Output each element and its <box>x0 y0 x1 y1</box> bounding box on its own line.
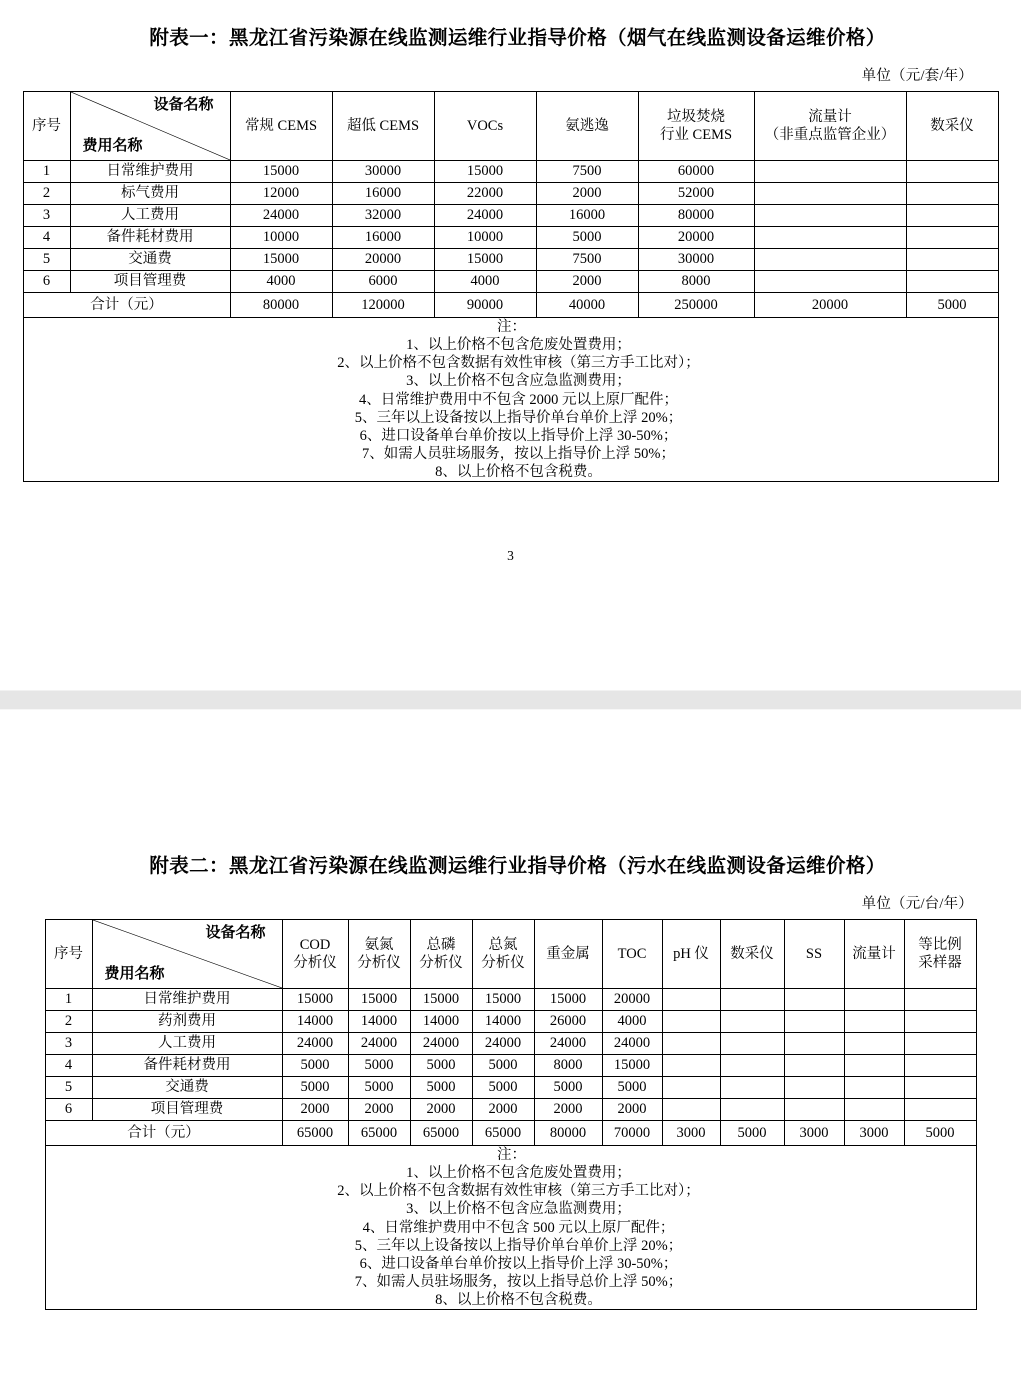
row-value-cell: 52000 <box>638 183 754 205</box>
table2-header-col-10-line2: 采样器 <box>918 955 962 971</box>
table1-header-col-0-line1: 常规 CEMS <box>244 117 318 134</box>
row-value-cell <box>754 249 906 271</box>
row-value-cell <box>904 1077 976 1099</box>
table2-header-col-10 <box>904 920 976 989</box>
table2-header-col-7-line1: 数采仪 <box>730 945 774 962</box>
note-item: 3、以上价格不包含应急监测费用； <box>406 373 631 390</box>
row-value-cell: 22000 <box>434 183 536 205</box>
row-value-cell <box>784 1033 844 1055</box>
table2-header-col-3-line1: 总氮 <box>488 936 518 953</box>
table2-total-value-6: 3000 <box>662 1121 720 1146</box>
row-index-cell: 3 <box>45 1033 92 1055</box>
row-value-cell: 10000 <box>230 227 332 249</box>
row-index-cell: 3 <box>23 205 70 227</box>
row-value-cell: 5000 <box>348 1055 410 1077</box>
table2-header-col-0-line1: COD <box>299 936 331 953</box>
row-value-cell <box>720 1055 784 1077</box>
row-index-cell: 1 <box>23 161 70 183</box>
row-value-cell: 15000 <box>230 161 332 183</box>
row-value-cell: 2000 <box>348 1099 410 1121</box>
row-value-cell: 14000 <box>348 1011 410 1033</box>
row-value-cell: 15000 <box>602 1055 662 1077</box>
table1-header-col-6 <box>906 92 998 161</box>
table2-total-value-2: 65000 <box>410 1121 472 1146</box>
table1-unit-label: 单位（元/套/年） <box>861 68 973 84</box>
table2-header-col-8-line1: SS <box>805 945 823 962</box>
note-item: 7、如需人员驻场服务，按以上指导总价上浮 50%； <box>354 1273 683 1290</box>
row-value-cell: 5000 <box>534 1077 602 1099</box>
note-item: 5、三年以上设备按以上指导价单台单价上浮 20%； <box>354 409 683 426</box>
table1-notes-cell <box>23 318 998 482</box>
table-row <box>23 161 998 183</box>
row-name-cell: 人工费用 <box>92 1033 282 1055</box>
row-name-cell: 交通费 <box>92 1077 282 1099</box>
row-value-cell <box>784 1011 844 1033</box>
table-row <box>23 249 998 271</box>
note-item: 2、以上价格不包含数据有效性审核（第三方手工比对）； <box>337 355 700 372</box>
row-value-cell: 15000 <box>434 161 536 183</box>
table-row <box>45 1099 976 1121</box>
table2-header-corner-cell <box>92 920 282 989</box>
table2-notes-row <box>45 1146 976 1310</box>
table2-header-col-2-line2: 分析仪 <box>419 955 463 971</box>
row-value-cell: 5000 <box>602 1077 662 1099</box>
table1-total-value-3: 40000 <box>536 293 638 318</box>
table1-header-col-4 <box>638 92 754 161</box>
table1-header-col-2 <box>434 92 536 161</box>
row-value-cell: 15000 <box>472 989 534 1011</box>
table2-total-value-5: 70000 <box>602 1121 662 1146</box>
note-item: 7、如需人员驻场服务，按以上指导价上浮 50%； <box>362 445 675 462</box>
row-index-cell: 2 <box>45 1011 92 1033</box>
table2-total-value-8: 3000 <box>784 1121 844 1146</box>
row-value-cell <box>906 227 998 249</box>
table2-header-col-3-line2: 分析仪 <box>481 955 525 971</box>
row-value-cell: 2000 <box>534 1099 602 1121</box>
row-value-cell: 16000 <box>536 205 638 227</box>
note-item: 4、日常维护费用中不包含 2000 元以上原厂配件； <box>359 391 678 408</box>
row-value-cell: 32000 <box>332 205 434 227</box>
row-value-cell: 14000 <box>282 1011 348 1033</box>
table2-header-col-3 <box>472 920 534 989</box>
table-row <box>23 227 998 249</box>
row-value-cell <box>754 205 906 227</box>
row-value-cell: 7500 <box>536 249 638 271</box>
row-value-cell: 5000 <box>282 1055 348 1077</box>
table1-header-corner-cell <box>70 92 230 161</box>
table2-header-col-0-line2: 分析仪 <box>293 955 337 971</box>
document-page-2 <box>0 710 1021 1383</box>
table2-corner-top-label: 设备名称 <box>205 925 266 941</box>
row-value-cell: 8000 <box>534 1055 602 1077</box>
row-value-cell <box>844 1099 904 1121</box>
row-value-cell: 24000 <box>348 1033 410 1055</box>
row-value-cell: 20000 <box>602 989 662 1011</box>
row-value-cell: 14000 <box>410 1011 472 1033</box>
row-value-cell: 24000 <box>534 1033 602 1055</box>
note-item: 4、日常维护费用中不包含 500 元以上原厂配件； <box>362 1219 675 1236</box>
row-value-cell: 2000 <box>602 1099 662 1121</box>
table2-total-label: 合计（元） <box>45 1121 282 1146</box>
row-value-cell <box>662 989 720 1011</box>
table2-header-col-1-line1: 氨氮 <box>364 936 394 953</box>
table2-header-col-4-line1: 重金属 <box>546 945 590 962</box>
row-value-cell: 15000 <box>348 989 410 1011</box>
row-value-cell <box>784 1077 844 1099</box>
row-value-cell: 26000 <box>534 1011 602 1033</box>
table1-header-col-5-line2: （非重点监管企业） <box>764 127 896 143</box>
table2-header-col-0 <box>282 920 348 989</box>
row-value-cell: 16000 <box>332 227 434 249</box>
row-value-cell: 30000 <box>332 161 434 183</box>
row-value-cell: 24000 <box>230 205 332 227</box>
table1-title: 附表一：黑龙江省污染源在线监测运维行业指导价格（烟气在线监测设备运维价格） <box>149 28 886 49</box>
row-index-cell: 5 <box>23 249 70 271</box>
row-value-cell <box>844 1011 904 1033</box>
table2-notes-heading: 注： <box>497 1147 526 1163</box>
row-value-cell <box>906 205 998 227</box>
row-value-cell: 4000 <box>434 271 536 293</box>
table1-header-col-1 <box>332 92 434 161</box>
row-value-cell: 30000 <box>638 249 754 271</box>
row-value-cell: 60000 <box>638 161 754 183</box>
table-row <box>45 1055 976 1077</box>
row-name-cell: 标气费用 <box>70 183 230 205</box>
row-value-cell <box>904 1055 976 1077</box>
row-index-cell: 6 <box>45 1099 92 1121</box>
row-value-cell <box>784 1099 844 1121</box>
table1-total-value-5: 20000 <box>754 293 906 318</box>
row-value-cell: 5000 <box>410 1055 472 1077</box>
row-value-cell: 2000 <box>410 1099 472 1121</box>
row-value-cell <box>754 271 906 293</box>
row-name-cell: 备件耗材费用 <box>70 227 230 249</box>
row-value-cell: 24000 <box>472 1033 534 1055</box>
table1-header-row <box>23 92 998 161</box>
table2-header-col-2-line1: 总磷 <box>426 936 456 953</box>
note-item: 8、以上价格不包含税费。 <box>435 464 602 480</box>
row-value-cell <box>720 1099 784 1121</box>
table1-notes-row <box>23 318 998 482</box>
row-value-cell <box>784 1055 844 1077</box>
row-value-cell <box>784 989 844 1011</box>
table2-total-row <box>45 1121 976 1146</box>
row-value-cell <box>904 1033 976 1055</box>
table2-title: 附表二：黑龙江省污染源在线监测运维行业指导价格（污水在线监测设备运维价格） <box>149 856 886 877</box>
table2-header-row <box>45 920 976 989</box>
row-value-cell: 20000 <box>332 249 434 271</box>
table1-total-label: 合计（元） <box>23 293 230 318</box>
table2-total-value-1: 65000 <box>348 1121 410 1146</box>
row-value-cell <box>906 271 998 293</box>
table2-notes-cell <box>45 1146 976 1310</box>
row-name-cell: 日常维护费用 <box>92 989 282 1011</box>
table-row <box>45 1077 976 1099</box>
note-item: 5、三年以上设备按以上指导价单台单价上浮 20%； <box>354 1237 683 1254</box>
table2-header-col-6 <box>662 920 720 989</box>
row-value-cell <box>662 1055 720 1077</box>
table1-total-row <box>23 293 998 318</box>
row-value-cell: 15000 <box>282 989 348 1011</box>
table2-corner-bottom-label: 费用名称 <box>104 966 165 983</box>
table2-total-value-10: 5000 <box>904 1121 976 1146</box>
table2-header-col-9 <box>844 920 904 989</box>
table2-header-col-1-line2: 分析仪 <box>357 955 401 971</box>
table-row <box>23 205 998 227</box>
row-value-cell <box>844 989 904 1011</box>
row-value-cell <box>720 1033 784 1055</box>
table1-header-index: 序号 <box>23 92 70 161</box>
table2-wastewater-price-table <box>45 919 977 1310</box>
row-value-cell: 5000 <box>410 1077 472 1099</box>
row-index-cell: 5 <box>45 1077 92 1099</box>
table1-corner-top-label: 设备名称 <box>153 97 214 113</box>
table1-header-col-3 <box>536 92 638 161</box>
table1-total-value-6: 5000 <box>906 293 998 318</box>
table2-unit-label: 单位（元/台/年） <box>861 896 973 912</box>
row-value-cell: 5000 <box>472 1055 534 1077</box>
table1-total-value-4: 250000 <box>638 293 754 318</box>
row-value-cell: 15000 <box>230 249 332 271</box>
note-item: 1、以上价格不包含危废处置费用； <box>406 337 631 354</box>
table1-total-value-0: 80000 <box>230 293 332 318</box>
table1-header-col-0 <box>230 92 332 161</box>
row-value-cell <box>844 1055 904 1077</box>
row-value-cell <box>662 1077 720 1099</box>
note-item: 8、以上价格不包含税费。 <box>435 1292 602 1308</box>
row-value-cell: 5000 <box>282 1077 348 1099</box>
row-value-cell <box>906 183 998 205</box>
document-page-1 <box>0 0 1021 690</box>
row-value-cell: 24000 <box>410 1033 472 1055</box>
table1-smoke-price-table <box>23 91 999 482</box>
table1-total-value-1: 120000 <box>332 293 434 318</box>
row-index-cell: 4 <box>45 1055 92 1077</box>
row-value-cell <box>844 1033 904 1055</box>
table-row <box>45 989 976 1011</box>
table2-header-col-5 <box>602 920 662 989</box>
table1-notes-heading: 注： <box>497 319 526 335</box>
row-value-cell <box>904 989 976 1011</box>
note-item: 6、进口设备单台单价按以上指导价上浮 30-50%； <box>359 1255 678 1272</box>
row-value-cell <box>754 161 906 183</box>
row-value-cell <box>662 1099 720 1121</box>
row-index-cell: 6 <box>23 271 70 293</box>
row-name-cell: 项目管理费 <box>92 1099 282 1121</box>
table2-header-col-5-line1: TOC <box>617 945 647 962</box>
row-value-cell: 80000 <box>638 205 754 227</box>
note-item: 6、进口设备单台单价按以上指导价上浮 30-50%； <box>359 427 678 444</box>
table1-corner-bottom-label: 费用名称 <box>82 138 143 155</box>
row-value-cell: 7500 <box>536 161 638 183</box>
row-value-cell: 15000 <box>410 989 472 1011</box>
page-separator <box>0 690 1021 710</box>
row-value-cell <box>720 1077 784 1099</box>
table1-header-col-6-line1: 数采仪 <box>930 117 974 134</box>
table2-header-col-10-line1: 等比例 <box>918 936 962 953</box>
table2-total-value-9: 3000 <box>844 1121 904 1146</box>
table1-header-col-5 <box>754 92 906 161</box>
table-row <box>45 1011 976 1033</box>
page2-top-margin <box>0 710 1021 828</box>
row-name-cell: 备件耗材费用 <box>92 1055 282 1077</box>
row-value-cell <box>906 249 998 271</box>
table1-header-col-4-line2: 行业 CEMS <box>659 127 733 143</box>
row-value-cell: 5000 <box>472 1077 534 1099</box>
table1-total-value-2: 90000 <box>434 293 536 318</box>
table2-header-col-9-line1: 流量计 <box>852 945 896 962</box>
table2-header-index: 序号 <box>45 920 92 989</box>
table2-total-value-0: 65000 <box>282 1121 348 1146</box>
row-value-cell <box>904 1099 976 1121</box>
row-value-cell: 24000 <box>282 1033 348 1055</box>
row-name-cell: 人工费用 <box>70 205 230 227</box>
row-name-cell: 项目管理费 <box>70 271 230 293</box>
table1-header-col-5-line1: 流量计 <box>808 108 852 125</box>
table1-header-col-2-line1: VOCs <box>466 117 504 134</box>
row-value-cell: 10000 <box>434 227 536 249</box>
row-value-cell: 24000 <box>602 1033 662 1055</box>
table1-header-col-4-line1: 垃圾焚烧 <box>667 108 725 125</box>
row-index-cell: 1 <box>45 989 92 1011</box>
table-row <box>45 1033 976 1055</box>
row-value-cell: 2000 <box>472 1099 534 1121</box>
row-value-cell: 2000 <box>282 1099 348 1121</box>
row-value-cell <box>720 1011 784 1033</box>
row-value-cell: 16000 <box>332 183 434 205</box>
table2-header-col-1 <box>348 920 410 989</box>
table2-total-value-7: 5000 <box>720 1121 784 1146</box>
row-value-cell: 4000 <box>230 271 332 293</box>
table2-total-value-4: 80000 <box>534 1121 602 1146</box>
table1-header-col-1-line1: 超低 CEMS <box>346 117 420 134</box>
table2-header-col-7 <box>720 920 784 989</box>
row-value-cell <box>754 183 906 205</box>
table-row <box>23 183 998 205</box>
row-value-cell <box>906 161 998 183</box>
row-index-cell: 2 <box>23 183 70 205</box>
row-value-cell: 5000 <box>348 1077 410 1099</box>
page-number: 3 <box>507 548 514 564</box>
row-value-cell: 20000 <box>638 227 754 249</box>
row-value-cell <box>904 1011 976 1033</box>
table2-header-col-4 <box>534 920 602 989</box>
note-item: 1、以上价格不包含危废处置费用； <box>406 1165 631 1182</box>
row-value-cell <box>844 1077 904 1099</box>
row-value-cell: 2000 <box>536 271 638 293</box>
row-name-cell: 交通费 <box>70 249 230 271</box>
table1-header-col-3-line1: 氨逃逸 <box>565 117 609 134</box>
table2-total-value-3: 65000 <box>472 1121 534 1146</box>
row-name-cell: 药剂费用 <box>92 1011 282 1033</box>
table2-header-col-2 <box>410 920 472 989</box>
row-name-cell: 日常维护费用 <box>70 161 230 183</box>
note-item: 3、以上价格不包含应急监测费用； <box>406 1201 631 1218</box>
row-value-cell: 12000 <box>230 183 332 205</box>
row-value-cell <box>754 227 906 249</box>
row-value-cell: 4000 <box>602 1011 662 1033</box>
table2-header-col-8 <box>784 920 844 989</box>
row-value-cell: 24000 <box>434 205 536 227</box>
row-value-cell: 14000 <box>472 1011 534 1033</box>
table-row <box>23 271 998 293</box>
row-value-cell: 15000 <box>534 989 602 1011</box>
row-value-cell: 8000 <box>638 271 754 293</box>
row-value-cell <box>662 1011 720 1033</box>
row-value-cell: 6000 <box>332 271 434 293</box>
row-value-cell: 5000 <box>536 227 638 249</box>
row-value-cell: 2000 <box>536 183 638 205</box>
row-index-cell: 4 <box>23 227 70 249</box>
note-item: 2、以上价格不包含数据有效性审核（第三方手工比对）； <box>337 1183 700 1200</box>
row-value-cell: 15000 <box>434 249 536 271</box>
row-value-cell <box>720 989 784 1011</box>
row-value-cell <box>662 1033 720 1055</box>
table2-header-col-6-line1: pH 仪 <box>673 945 709 962</box>
